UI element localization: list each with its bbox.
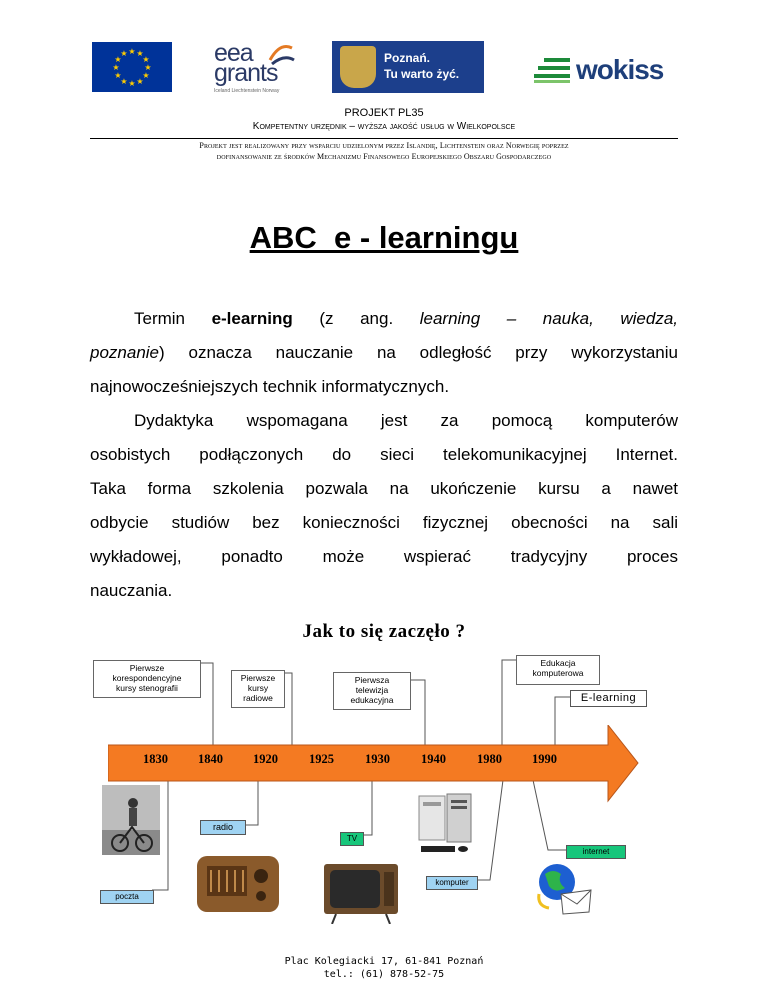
p1-line2: ) oznacza nauczanie na odległość przy wykorzystaniu bbox=[159, 343, 678, 362]
svg-text:★: ★ bbox=[142, 71, 150, 80]
eea-logo-sub: Iceland Liechtenstein Norway bbox=[214, 88, 280, 94]
p2-line3: Taka forma szkolenia pozwala na ukończenie kursu a nawet bbox=[90, 479, 678, 498]
svg-text:★: ★ bbox=[114, 55, 122, 64]
box-computer-education: Edukacja komputerowa bbox=[516, 655, 600, 685]
timeline-title: Jak to się zaczęło ? bbox=[302, 621, 466, 642]
p2-line5: wykładowej, ponadto może wspierać tradycyjny proces bbox=[90, 547, 678, 566]
wokiss-logo-text: wokiss bbox=[576, 54, 664, 85]
label-internet: internet bbox=[566, 845, 626, 859]
p1-text-a: Termin bbox=[134, 309, 212, 328]
label-poczta: poczta bbox=[100, 890, 154, 904]
box-first-educational-tv: Pierwsza telewizja edukacyjna bbox=[333, 672, 411, 710]
poznan-logo-line1: Poznań. bbox=[384, 51, 431, 65]
label-tv: TV bbox=[340, 832, 364, 846]
p2-line1: Dydaktyka wspomagana jest za pomocą komputerów bbox=[134, 411, 678, 430]
p1-definition: learning – nauka, wiedza, bbox=[419, 309, 678, 328]
funding-line-1: Projekt jest realizowany przy wsparciu udzielonym przez Islandię, Lichtenstein oraz Norwegię poprzez bbox=[199, 141, 569, 150]
year-1840: 1840 bbox=[198, 752, 223, 766]
year-1925: 1925 bbox=[309, 752, 334, 766]
funding-line-2: dofinansowanie ze środków Mechanizmu Finansowego Europejskiego Obszaru Gospodarczego bbox=[216, 152, 552, 161]
computer-photo bbox=[415, 790, 475, 856]
label-komputer: komputer bbox=[426, 876, 478, 890]
internet-mail-icon bbox=[535, 860, 595, 916]
eea-logo-line1: eea bbox=[214, 39, 253, 67]
p1-term: e-learning bbox=[211, 309, 293, 328]
p1-text-c: (z ang. bbox=[292, 309, 420, 328]
year-1990: 1990 bbox=[532, 752, 557, 766]
box-first-correspondence-courses: Pierwsze korespondencyjne kursy stenografii bbox=[93, 660, 201, 698]
svg-text:★: ★ bbox=[120, 77, 128, 86]
svg-text:★: ★ bbox=[128, 47, 136, 56]
p2-line2: osobistych podłączonych do sieci telekomunikacyjnej Internet. bbox=[90, 445, 678, 464]
year-1980: 1980 bbox=[477, 752, 502, 766]
label-radio: radio bbox=[200, 820, 246, 835]
label-e-learning: E-learning bbox=[570, 690, 647, 707]
svg-text:★: ★ bbox=[136, 49, 144, 58]
svg-text:★: ★ bbox=[128, 79, 136, 88]
box-first-radio-courses: Pierwsze kursy radiowe bbox=[231, 670, 285, 708]
p1-line3: najnowocześniejszych technik informatycznych. bbox=[90, 377, 450, 396]
eea-logo-line2: grants bbox=[214, 59, 278, 87]
footer-phone: tel.: (61) 878-52-75 bbox=[323, 969, 445, 980]
radio-photo bbox=[195, 852, 281, 916]
footer-address: Plac Kolegiacki 17, 61-841 Poznań bbox=[284, 956, 484, 967]
svg-text:★: ★ bbox=[142, 55, 150, 64]
svg-text:★: ★ bbox=[144, 63, 152, 72]
project-code: PROJEKT PL35 bbox=[344, 107, 424, 119]
p2-line4: odbycie studiów bez konieczności fizycznej obecności na sali bbox=[90, 513, 678, 532]
year-1940: 1940 bbox=[421, 752, 446, 766]
poznan-logo-line2: Tu warto żyć. bbox=[384, 67, 460, 81]
svg-text:★: ★ bbox=[114, 71, 122, 80]
project-subtitle: Kompetentny urzędnik – wyższa jakość usług w Wielkopolsce bbox=[252, 121, 516, 132]
year-1830: 1830 bbox=[143, 752, 168, 766]
cyclist-photo bbox=[102, 785, 160, 855]
svg-text:★: ★ bbox=[136, 77, 144, 86]
svg-text:★: ★ bbox=[120, 49, 128, 58]
svg-text:★: ★ bbox=[112, 63, 120, 72]
p2-line6: nauczania. bbox=[90, 581, 173, 600]
year-1930: 1930 bbox=[365, 752, 390, 766]
p1-poznanie: poznanie bbox=[90, 343, 160, 362]
year-1920: 1920 bbox=[253, 752, 278, 766]
tv-photo bbox=[322, 862, 400, 924]
page-title: ABC e - learningu bbox=[249, 220, 519, 255]
